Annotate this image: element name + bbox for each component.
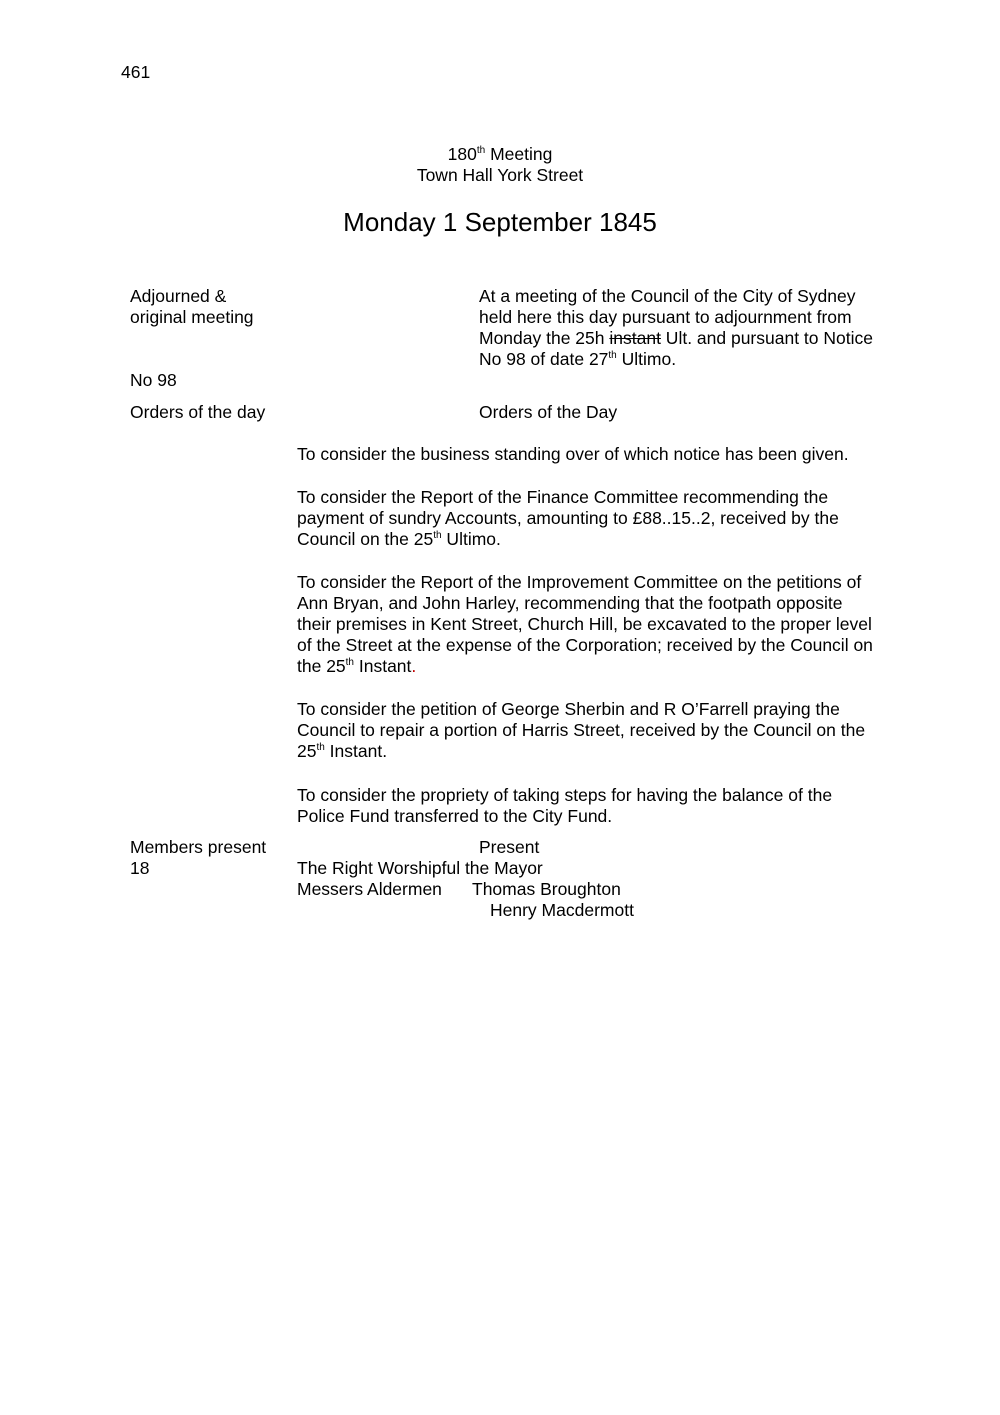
margin-members-present: Members present [130,837,267,857]
intro-line3 [479,328,873,349]
intro-line4-sup: th [608,350,617,362]
present-heading: Present [479,837,540,857]
struck-word: instant [609,328,661,348]
meeting-word: Meeting [485,144,553,164]
order-item-1: To consider the business standing over of which notice has been given. [297,444,849,464]
order-item-4-line3 [297,741,387,762]
intro-line3-end: Ult. and pursuant to Notice [660,328,873,348]
margin-members-count: 18 [130,858,150,878]
margin-adjourned-line1: Adjourned & [130,286,227,306]
order-item-4-line3-end: Instant. [324,741,388,761]
order-item-2-sup: th [433,530,442,542]
page-number: 461 [121,62,151,82]
order-item-5-line1: To consider the propriety of taking steps for having the balance of the [297,785,833,805]
present-aldermen-label: Messers Aldermen [297,879,442,899]
order-item-4-line2: Council to repair a portion of Harris Street, received by the Council on the [297,720,866,740]
present-mayor: The Right Worshipful the Mayor [297,858,543,878]
orders-heading: Orders of the Day [479,402,618,422]
present-alderman-2: Henry Macdermott [490,900,634,920]
meeting-date: Monday 1 September 1845 [343,207,657,237]
meeting-location: Town Hall York Street [416,165,584,185]
order-item-3-line5-start: the 25 [297,656,346,676]
order-item-4-line1: To consider the petition of George Sherbin and R O’Farrell praying the [297,699,840,719]
intro-line1: At a meeting of the Council of the City of Sydney [479,286,856,306]
meeting-number-value: 180 [447,144,477,164]
order-item-5-line2: Police Fund transferred to the City Fund. [297,806,613,826]
order-item-4-line3-start: 25 [297,741,317,761]
intro-line3-start: Monday the 25h [479,328,610,348]
order-item-2-line1: To consider the Report of the Finance Committee recommending the [297,487,829,507]
intro-line2: held here this day pursuant to adjournment from [479,307,852,327]
margin-no98: No 98 [130,370,177,390]
order-item-3-sup: th [345,657,354,669]
order-item-3-line2: Ann Bryan, and John Harley, recommending that the footpath opposite [297,593,843,613]
order-item-3-line3: their premises in Kent Street, Church Hill, be excavated to the proper level [297,614,872,634]
order-item-2-line2: payment of sundry Accounts, amounting to £88..15..2, received by the [297,508,839,528]
meeting-number-suffix: th [476,145,486,157]
margin-orders: Orders of the day [130,402,266,422]
order-item-2-line3-end: Ultimo. [441,529,501,549]
intro-line4-end: Ultimo. [616,349,677,369]
order-item-3-line4: of the Street at the expense of the Corporation; received by the Council on [297,635,873,655]
order-item-3-line1: To consider the Report of the Improvement Committee on the petitions of [297,572,862,592]
order-item-3-line5 [297,656,416,677]
intro-line4 [479,349,676,370]
margin-adjourned-line2: original meeting [130,307,254,327]
order-item-3-red-period: . [411,656,417,676]
order-item-2-line3 [297,529,501,550]
meeting-number [0,144,1000,165]
order-item-3-line5-end: Instant [354,656,412,676]
intro-line4-start: No 98 of date 27 [479,349,609,369]
order-item-4-sup: th [316,742,325,754]
present-alderman-1: Thomas Broughton [472,879,621,899]
order-item-2-line3-start: Council on the 25 [297,529,434,549]
